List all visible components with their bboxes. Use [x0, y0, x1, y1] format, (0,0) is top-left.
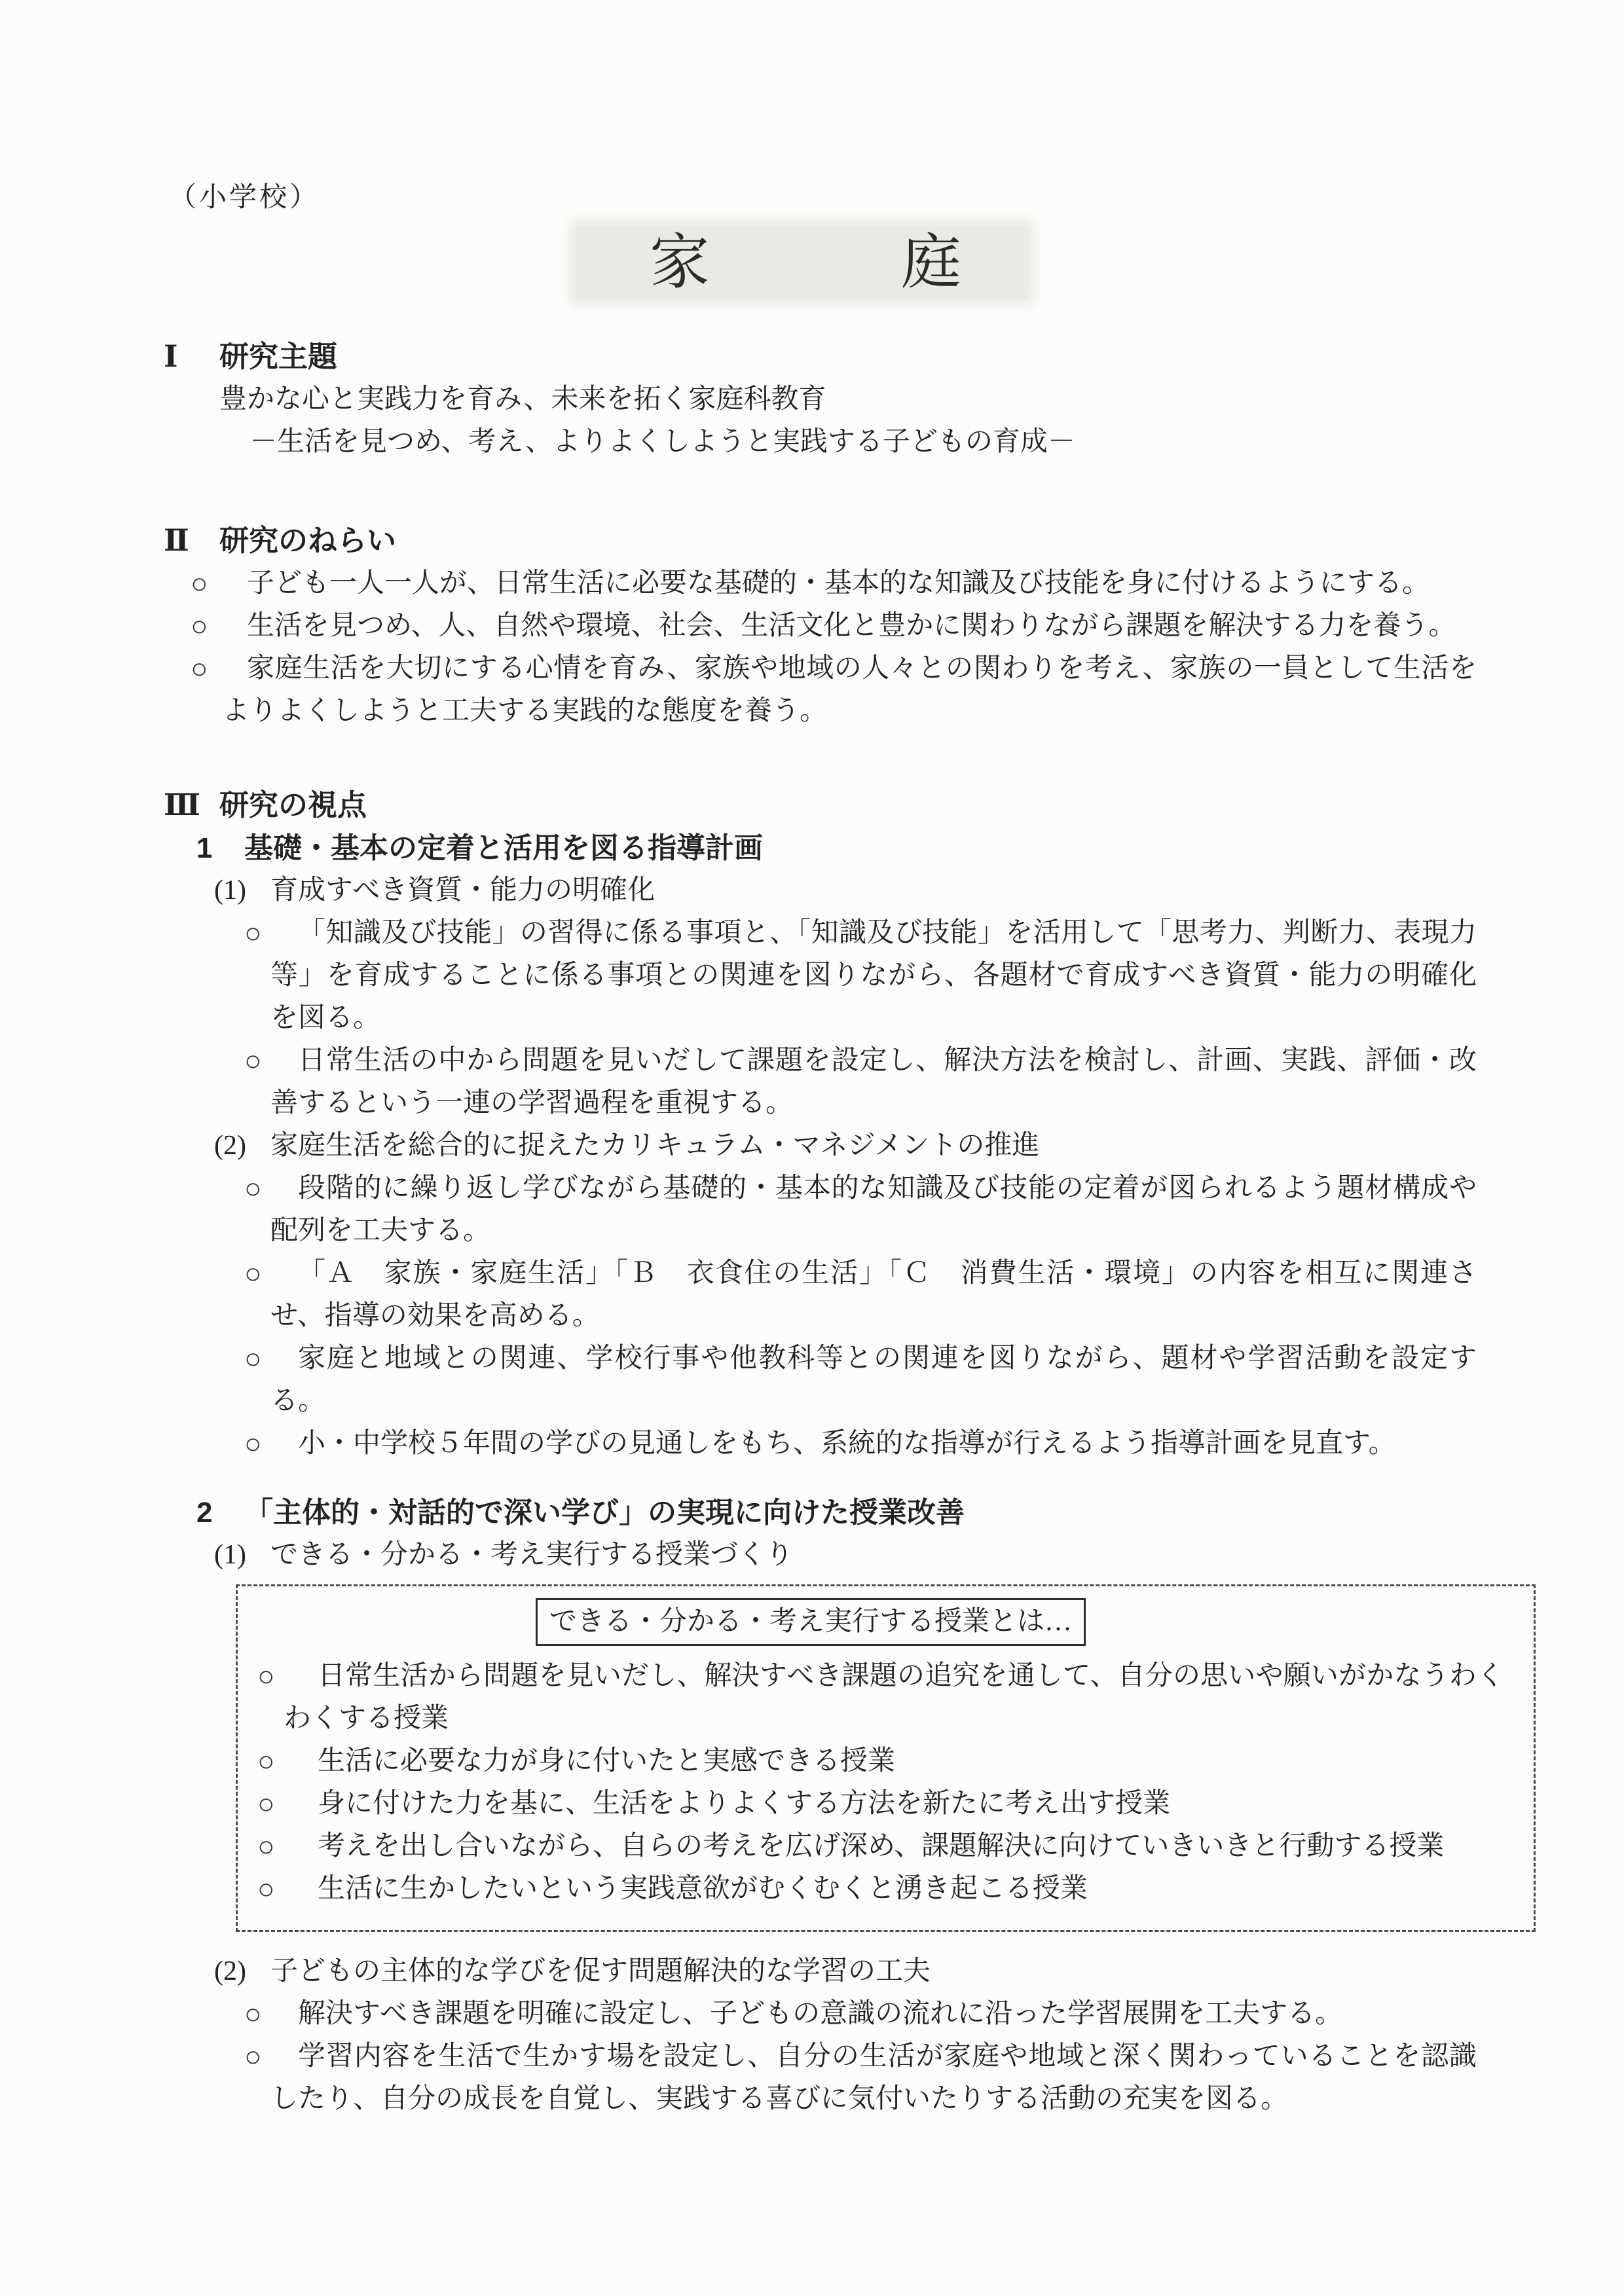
- item-2-2-number: (2): [214, 1956, 246, 1986]
- subsection-1-heading-row: [196, 827, 1477, 869]
- box-bullet-5-text: 生活に生かしたいという実践意欲がむくむくと湧き起こる授業: [318, 1874, 1088, 1904]
- circle-bullet-icon: ○: [257, 1660, 275, 1692]
- subsection-2-heading: 「主体的・対話的で深い学び」の実現に向けた授業改善: [244, 1497, 965, 1529]
- item-2-2-bullet-2: [164, 2035, 1477, 2121]
- aims-bullet-1-text: 子ども一人一人が、日常生活に必要な基礎的・基本的な知識及び技能を身に付けるようにする。: [247, 568, 1430, 598]
- box-bullet-3: [251, 1783, 1504, 1825]
- circle-bullet-icon: ○: [191, 653, 208, 685]
- circle-bullet-icon: ○: [257, 1745, 275, 1777]
- item-1-1-bullet-1: [164, 912, 1477, 1040]
- item-1-2-bullet-1-text: 段階的に繰り返し学びながら基礎的・基本的な知識及び技能の定着が図られるよう題材構成や配列を工夫する。: [270, 1173, 1477, 1246]
- box-bullet-2-text: 生活に必要な力が身に付いたと実感できる授業: [318, 1746, 896, 1776]
- item-1-2-heading-row: [214, 1125, 1477, 1167]
- box-bullet-2: [251, 1740, 1504, 1783]
- box-bullet-1: [251, 1655, 1504, 1740]
- lesson-definition-box: [236, 1584, 1536, 1932]
- item-2-1-heading: できる・分かる・考え実行する授業づくり: [270, 1540, 794, 1570]
- item-2-2-bullet-1-text: 解決すべき課題を明確に設定し、子どもの意識の流れに沿った学習展開を工夫する。: [298, 1999, 1343, 2029]
- research-theme-main: 豊かな心と実践力を育み、未来を拓く家庭科教育: [219, 384, 826, 414]
- circle-bullet-icon: ○: [244, 1173, 262, 1205]
- box-bullet-5: [251, 1868, 1504, 1910]
- item-1-2-heading: 家庭生活を総合的に捉えたカリキュラム・マネジメントの推進: [270, 1131, 1040, 1161]
- item-1-2-bullet-2: [164, 1252, 1477, 1338]
- item-2-2-heading: 子どもの主体的な学びを促す問題解決的な学習の工夫: [270, 1956, 931, 1986]
- item-1-2-bullet-4: [164, 1423, 1477, 1465]
- section-1-heading: 研究主題: [219, 340, 338, 373]
- research-theme-subtitle: －生活を見つめ、考え、よりよくしようと実践する子どもの育成－: [249, 427, 1075, 457]
- section-2-heading: 研究のねらい: [219, 524, 397, 557]
- aims-bullet-3: [164, 647, 1477, 733]
- circle-bullet-icon: ○: [191, 568, 208, 600]
- box-bullet-3-text: 身に付けた力を基に、生活をよりよくする方法を新たに考え出す授業: [318, 1789, 1171, 1819]
- aims-bullet-3-text: 家庭生活を大切にする心情を育み、家族や地域の人々との関わりを考え、家族の一員として生活をよりよくしようと工夫する実践的な態度を養う。: [222, 653, 1477, 726]
- item-1-2-number: (2): [214, 1131, 246, 1161]
- item-2-1-heading-row: [214, 1534, 1477, 1576]
- subsection-2-heading-row: [196, 1491, 1477, 1534]
- subsection-1-heading: 基礎・基本の定着と活用を図る指導計画: [244, 832, 763, 864]
- title-char-right: 庭: [901, 228, 962, 296]
- circle-bullet-icon: ○: [244, 1428, 262, 1460]
- subsection-2-number: 2: [196, 1497, 213, 1529]
- item-2-2-heading-row: [214, 1950, 1477, 1993]
- title-char-left: 家: [650, 228, 710, 296]
- circle-bullet-icon: ○: [244, 1998, 262, 2030]
- item-1-2-bullet-2-text: 「Ａ 家族・家庭生活」「Ｂ 衣食住の生活」「Ｃ 消費生活・環境」の内容を相互に関連させ、指導の効果を高める。: [270, 1258, 1477, 1331]
- box-bullet-1-text: 日常生活から問題を見いだし、解決すべき課題の追究を通して、自分の思いや願いがかなうわくわくする授業: [284, 1661, 1504, 1734]
- section-3-heading-row: [164, 784, 1477, 827]
- section-2-number: Ⅱ: [164, 524, 189, 557]
- circle-bullet-icon: ○: [244, 917, 262, 949]
- item-1-2-bullet-3: [164, 1338, 1477, 1423]
- document-title-band: [576, 226, 1028, 299]
- item-1-1-bullet-1-text: 「知識及び技能」の習得に係る事項と、「知識及び技能」を活用して「思考力、判断力、表現力等」を育成することに係る事項との関連を図りながら、各題材で育成すべき資質・能力の明確化を図る。: [270, 918, 1477, 1033]
- section-research-theme: [164, 335, 1477, 464]
- section-research-perspectives: [164, 784, 1504, 2121]
- section-3-heading: 研究の視点: [219, 788, 367, 822]
- item-1-1-bullet-2: [164, 1040, 1477, 1125]
- item-1-1-heading-row: [214, 869, 1477, 912]
- section-3-number: Ⅲ: [164, 788, 201, 822]
- item-1-1-number: (1): [214, 875, 246, 905]
- aims-bullet-2: [164, 605, 1477, 647]
- section-1-number: Ⅰ: [164, 340, 178, 373]
- school-label: （小学校）: [169, 183, 320, 213]
- lesson-definition-box-title: できる・分かる・考え実行する授業とは…: [536, 1598, 1086, 1646]
- item-1-1-bullet-2-text: 日常生活の中から問題を見いだして課題を設定し、解決方法を検討し、計画、実践、評価・改善するという一連の学習過程を重視する。: [270, 1046, 1477, 1118]
- circle-bullet-icon: ○: [257, 1873, 275, 1905]
- item-2-2-bullet-1: [164, 1993, 1477, 2035]
- aims-bullet-2-text: 生活を見つめ、人、自然や環境、社会、生活文化と豊かに関わりながら課題を解決する力を養う。: [247, 611, 1456, 641]
- item-1-2-bullet-4-text: 小・中学校５年間の学びの見通しをもち、系統的な指導が行えるよう指導計画を見直す。: [298, 1429, 1396, 1459]
- item-2-1-number: (1): [214, 1540, 246, 1570]
- section-research-aims: [164, 519, 1477, 733]
- item-2-2-bullet-2-text: 学習内容を生活で生かす場を設定し、自分の生活が家庭や地域と深く関わっていることを認識したり、自分の成長を自覚し、実践する喜びに気付いたりする活動の充実を図る。: [270, 2041, 1477, 2114]
- section-1-heading-row: [164, 335, 1477, 378]
- circle-bullet-icon: ○: [257, 1788, 275, 1820]
- item-1-1-heading: 育成すべき資質・能力の明確化: [270, 875, 655, 905]
- circle-bullet-icon: ○: [244, 2041, 262, 2073]
- aims-bullet-1: [164, 562, 1477, 605]
- section-2-heading-row: [164, 519, 1477, 562]
- item-1-2-bullet-3-text: 家庭と地域との関連、学校行事や他教科等との関連を図りながら、題材や学習活動を設定する。: [270, 1343, 1477, 1416]
- box-bullet-4-text: 考えを出し合いながら、自らの考えを広げ深め、課題解決に向けていきいきと行動する授業: [318, 1831, 1445, 1861]
- item-1-2-bullet-1: [164, 1167, 1477, 1252]
- circle-bullet-icon: ○: [257, 1831, 275, 1863]
- circle-bullet-icon: ○: [191, 610, 208, 642]
- circle-bullet-icon: ○: [244, 1258, 262, 1290]
- box-bullet-4: [251, 1825, 1504, 1868]
- subsection-1-number: 1: [196, 832, 213, 864]
- circle-bullet-icon: ○: [244, 1343, 262, 1375]
- circle-bullet-icon: ○: [244, 1045, 262, 1077]
